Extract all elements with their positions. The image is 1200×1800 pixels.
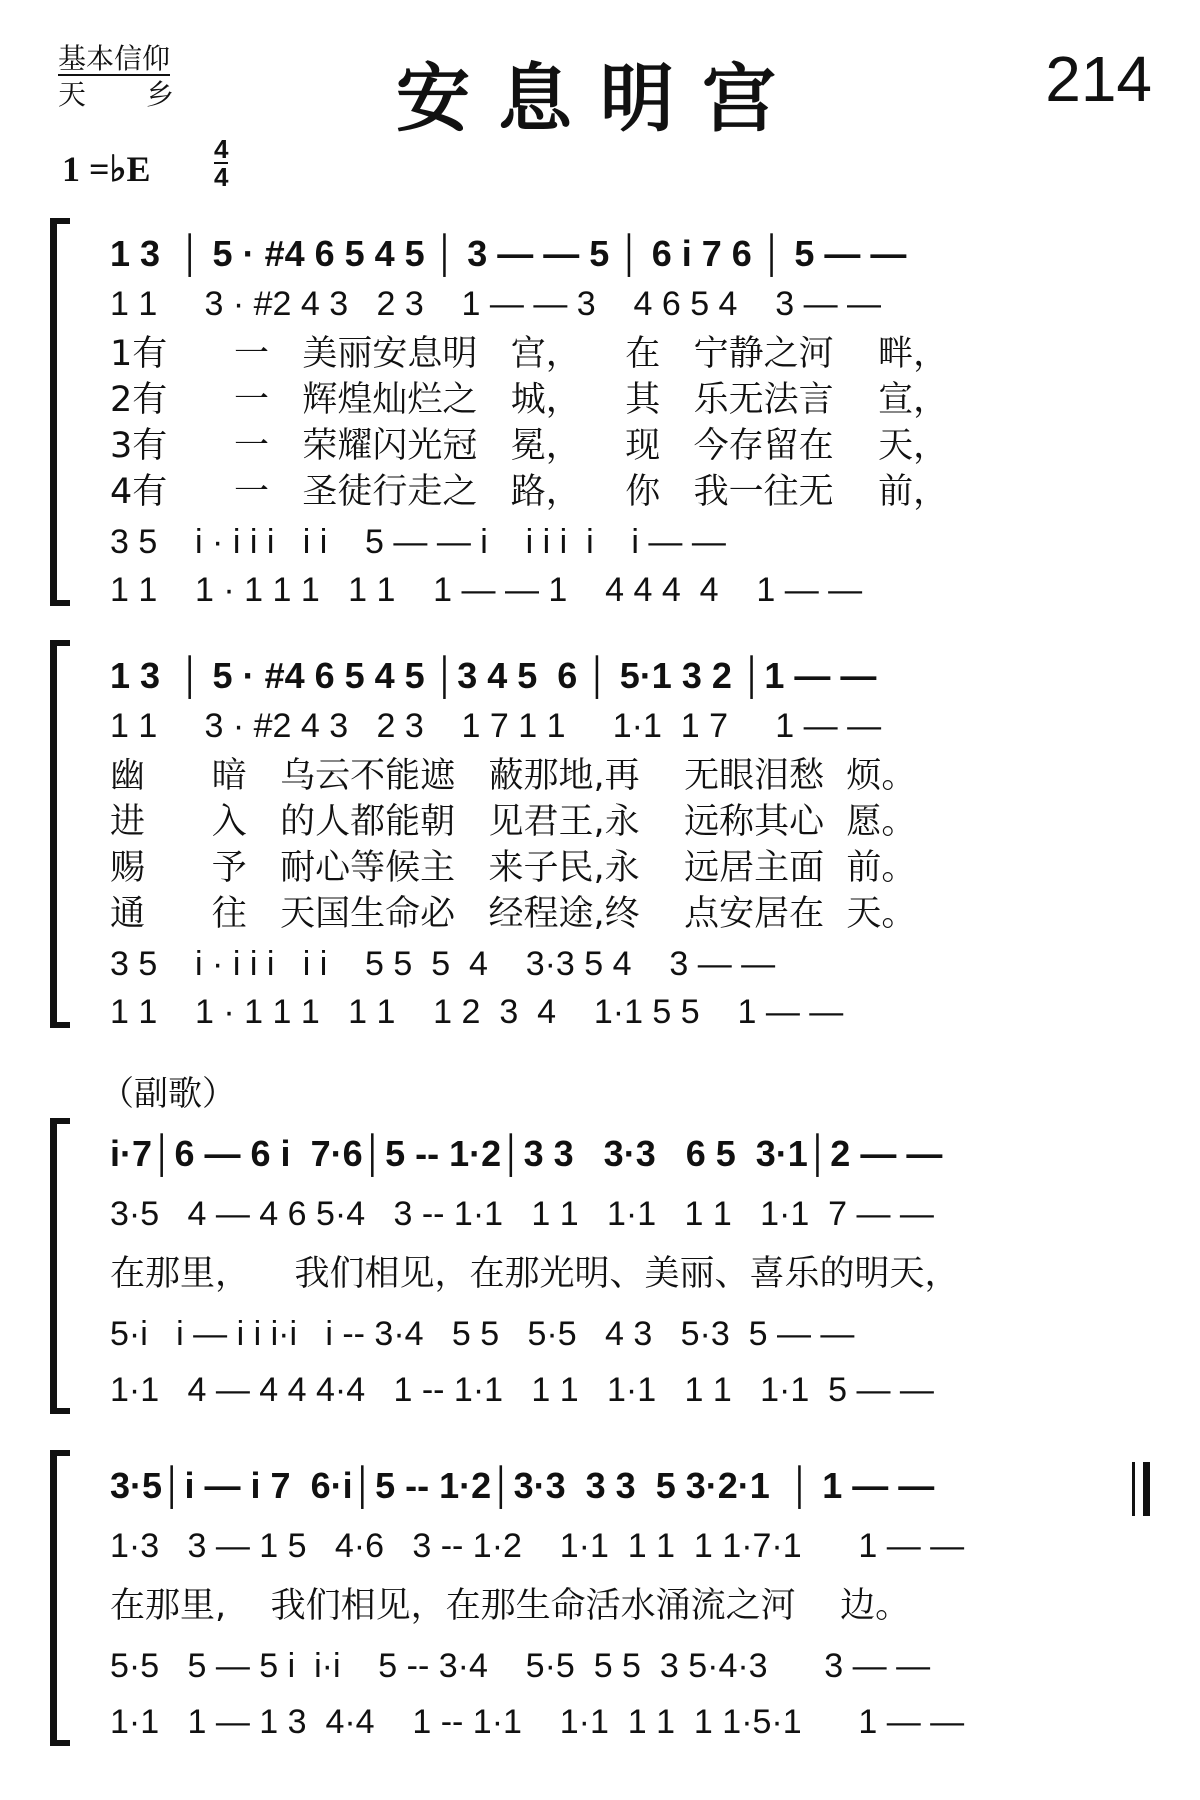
chorus-lyric: 在那里, 我们相见，在那生命活水涌流之河 边。: [110, 1586, 911, 1626]
tenor-line: 5·5 5 — 5 i i·i 5 -- 3·4 5·5 5 5 3 5·4·3 3 — —: [110, 1647, 931, 1685]
alto-line: 3·5 4 — 4 6 5·4 3 -- 1·1 1 1 1·1 1 1 1·1 7 — —: [110, 1195, 934, 1233]
melody-line: i·7│6 — 6 i 7·6│5 -- 1·2│3 3 3·3 6 5 3·1│2 — —: [110, 1133, 943, 1174]
melody-line: 1 3 │ 5 · #4 6 5 4 5 │ 3 — — 5 │ 6 i 7 6 │ 5 — —: [110, 233, 907, 274]
tenor-line: 3 5 i · i i i i i 5 5 5 4 3·3 5 4 3 — —: [110, 945, 776, 983]
melody-line: 3·5│i — i 7 6·i│5 -- 1·2│3·3 3 3 5 3·2·1 │ 1 — —: [110, 1465, 935, 1506]
system-bracket: [50, 640, 71, 1028]
verse-3-lyric: 3有 一 荣耀闪光冠 冕， 现 今存留在 天，: [110, 426, 949, 466]
alto-line: 1 1 3 · #2 4 3 2 3 1 — — 3 4 6 5 4 3 — —: [110, 285, 882, 323]
system-bracket: [50, 1118, 71, 1414]
bass-line: 1 1 1 · 1 1 1 1 1 1 2 3 4 1·1 5 5 1 — —: [110, 993, 844, 1031]
chorus-label: （副歌）: [100, 1074, 236, 1114]
hymn-title: 安息明宫: [396, 56, 804, 142]
system-2: [50, 640, 1150, 1031]
final-double-barline: [1132, 1462, 1150, 1516]
system-bracket: [50, 218, 71, 606]
bass-line: 1 1 1 · 1 1 1 1 1 1 — — 1 4 4 4 4 1 — —: [110, 571, 863, 609]
hymn-number: 214: [1045, 43, 1152, 115]
verse-4-lyric: 通 往 天国生命必 经程途,终 点安居在 天。: [110, 894, 917, 934]
verse-2-lyric: 进 入 的人都能朝 见君王,永 远称其心 愿。: [110, 802, 917, 842]
subcategory-label: 天乡: [58, 78, 235, 111]
time-signature: [214, 136, 228, 190]
tenor-line: 5·i i — i i i·i i -- 3·4 5 5 5·5 4 3 5·3 5 — —: [110, 1315, 855, 1353]
alto-line: 1 1 3 · #2 4 3 2 3 1 7 1 1 1·1 1 7 1 — —: [110, 707, 882, 745]
verse-1-lyric: 1有 一 美丽安息明 宫， 在 宁静之河 畔，: [110, 334, 949, 374]
category-label: 基本信仰: [58, 42, 171, 75]
verse-2-lyric: 2有 一 辉煌灿烂之 城， 其 乐无法言 宣，: [110, 380, 949, 420]
system-bracket: [50, 1450, 71, 1746]
tenor-line: 3 5 i · i i i i i 5 — — i i i i i i — —: [110, 523, 726, 561]
verse-4-lyric: 4有 一 圣徒行走之 路， 你 我一往无 前，: [110, 472, 949, 512]
bass-line: 1·1 4 — 4 4 4·4 1 -- 1·1 1 1 1·1 1 1 1·1 5 — —: [110, 1371, 934, 1409]
key-signature: 1 =♭E: [62, 149, 151, 189]
time-signature-top: 4: [214, 134, 229, 164]
time-signature-bottom: 4: [214, 162, 229, 192]
verse-3-lyric: 赐 予 耐心等候主 来子民,永 远居主面 前。: [110, 848, 917, 888]
chorus-lyric: 在那里， 我们相见，在那光明、美丽、喜乐的明天，: [110, 1254, 960, 1294]
chorus-system-2: [50, 1450, 1150, 1746]
melody-line: 1 3 │ 5 · #4 6 5 4 5 │3 4 5 6 │ 5·1 3 2 │1 — —: [110, 655, 877, 696]
alto-line: 1·3 3 — 1 5 4·6 3 -- 1·2 1·1 1 1 1 1·7·1 1 — —: [110, 1527, 965, 1565]
chorus-system-1: [50, 1118, 1150, 1414]
system-1: [50, 218, 1150, 609]
verse-1-lyric: 幽 暗 乌云不能遮 蔽那地,再 无眼泪愁 烦。: [110, 756, 917, 796]
bass-line: 1·1 1 — 1 3 4·4 1 -- 1·1 1·1 1 1 1 1·5·1 1 — —: [110, 1703, 965, 1741]
